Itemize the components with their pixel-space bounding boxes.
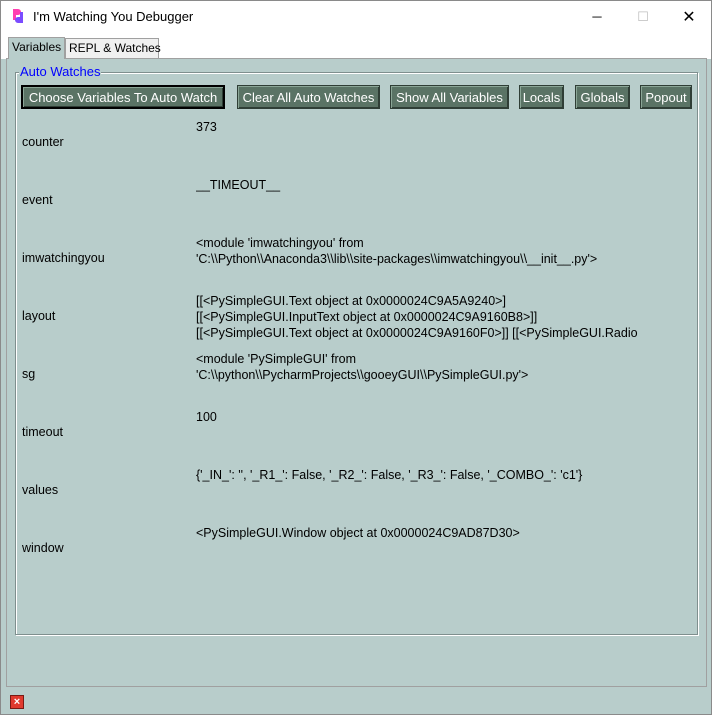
close-button[interactable] [666, 1, 712, 32]
maximize-icon: ☐ [637, 8, 649, 24]
variable-value-counter: 373 [196, 120, 217, 134]
variable-value-timeout: 100 [196, 410, 217, 424]
tab-repl-watches[interactable]: REPL & Watches [65, 38, 159, 58]
variable-name-sg: sg [22, 367, 36, 381]
maximize-button[interactable] [620, 1, 666, 32]
minimize-button[interactable] [574, 1, 620, 32]
tab-strip [1, 32, 711, 59]
show-all-variables-button[interactable]: Show All Variables [390, 85, 509, 109]
variable-value-event: __TIMEOUT__ [196, 178, 281, 192]
variable-name-window: window [22, 541, 64, 555]
variable-name-counter: counter [22, 135, 64, 149]
popout-button[interactable]: Popout [640, 85, 692, 109]
close-icon: ✕ [682, 8, 696, 26]
variable-value-sg: <module 'PySimpleGUI' from 'C:\\python\\PycharmProjects\\gooeyGUI\\PySimpleGUI.py'> [196, 352, 529, 382]
pysimplegui-logo-icon [10, 8, 26, 24]
minimize-icon: ─ [592, 9, 602, 24]
variable-value-layout: [[<PySimpleGUI.Text object at 0x0000024C9A5A9240>] [[<PySimpleGUI.InputText object at 0x0000024C9A9160B8>]] [[<PySimpleGUI.Text object at 0x0000024C9A9160F0>]] [[<PySimpleGUI.Radio [196, 294, 638, 340]
variable-name-layout: layout [22, 309, 56, 323]
variable-name-timeout: timeout [22, 425, 63, 439]
variable-name-event: event [22, 193, 53, 207]
variable-name-imwatchingyou: imwatchingyou [22, 251, 105, 265]
variables-tab-panel [6, 58, 707, 687]
variable-value-values: {'_IN_': '', '_R1_': False, '_R2_': False, '_R3_': False, '_COMBO_': 'c1'} [196, 468, 583, 482]
tab-variables[interactable]: Variables [8, 37, 65, 59]
clear-all-auto-watches-button[interactable]: Clear All Auto Watches [237, 85, 380, 109]
variable-value-imwatchingyou: <module 'imwatchingyou' from 'C:\\Python\\Anaconda3\\lib\\site-packages\\imwatchingyou\\__init__.py'> [196, 236, 598, 266]
close-icon[interactable]: × [10, 695, 24, 709]
auto-watches-frame-title: Auto Watches [20, 64, 101, 79]
window-title: I'm Watching You Debugger [33, 9, 194, 24]
globals-button[interactable]: Globals [575, 85, 630, 109]
title-bar[interactable] [1, 1, 711, 32]
choose-variables-button[interactable]: Choose Variables To Auto Watch [21, 85, 225, 109]
variable-name-values: values [22, 483, 59, 497]
locals-button[interactable]: Locals [519, 85, 564, 109]
variable-value-window: <PySimpleGUI.Window object at 0x0000024C9AD87D30> [196, 526, 520, 540]
